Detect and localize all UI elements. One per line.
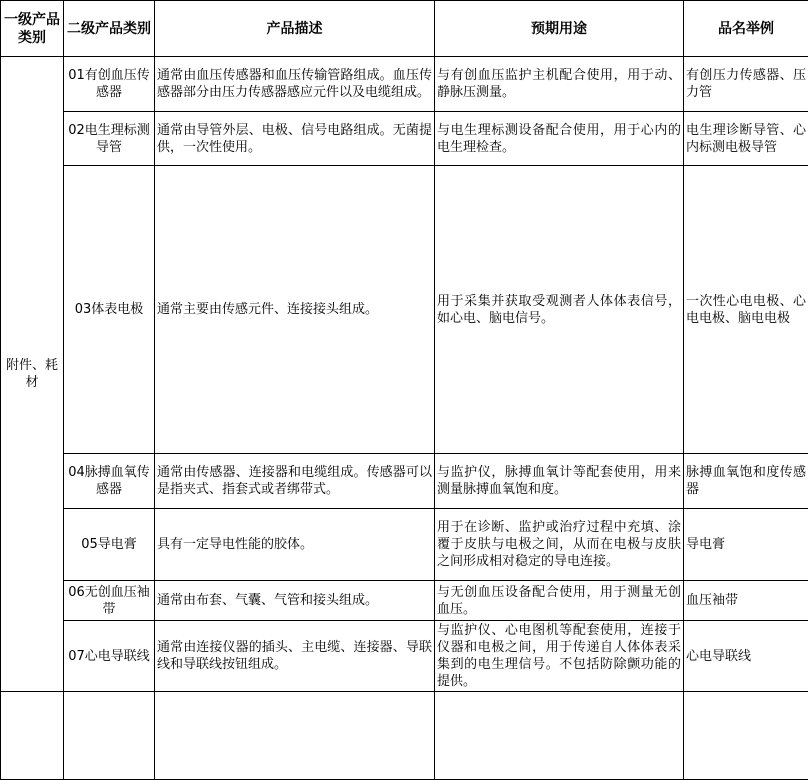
header-level2: 二级产品类别 <box>64 1 155 57</box>
sub-category: 05导电膏 <box>64 509 155 581</box>
header-level1: 一级产品类别 <box>1 1 64 57</box>
empty-cell <box>64 692 155 780</box>
examples-cell: 血压袖带 <box>684 581 808 621</box>
header-examples: 品名举例 <box>684 1 808 57</box>
sub-category: 06无创血压袖带 <box>64 581 155 621</box>
empty-cell <box>684 692 808 780</box>
description-cell: 通常由连接仪器的插头、主电缆、连接器、导联线和导联线按钮组成。 <box>155 621 435 692</box>
use-cell: 与无创血压设备配合使用，用于测量无创血压。 <box>435 581 684 621</box>
examples-cell: 有创压力传感器、压力管 <box>684 57 808 112</box>
use-cell: 用于在诊断、监护或治疗过程中充填、涂覆于皮肤与电极之间，从而在电极与皮肤之间形成相对稳定的导电连接。 <box>435 509 684 581</box>
table-row <box>1 621 808 692</box>
header-row <box>1 1 808 57</box>
table-row <box>1 112 808 166</box>
category-cell: 附件、耗材 <box>1 57 64 692</box>
description-cell: 通常主要由传感元件、连接接头组成。 <box>155 166 435 454</box>
use-cell: 与电生理标测设备配合使用，用于心内的电生理检查。 <box>435 112 684 166</box>
description-cell: 通常由血压传感器和血压传输管路组成。血压传感器部分由压力传感器感应元件以及电缆组成。 <box>155 57 435 112</box>
sub-category: 03体表电极 <box>64 166 155 454</box>
table-row <box>1 581 808 621</box>
table-row <box>1 454 808 509</box>
empty-row <box>1 692 808 780</box>
use-cell: 与监护仪、心电图机等配套使用，连接于仪器和电极之间，用于传递自人体体表采集到的电生理信号。不包括防除颤功能的提供。 <box>435 621 684 692</box>
description-cell: 具有一定导电性能的胶体。 <box>155 509 435 581</box>
table-row <box>1 509 808 581</box>
examples-cell: 一次性心电电极、心电电极、脑电电极 <box>684 166 808 454</box>
use-cell: 与监护仪，脉搏血氧计等配套使用，用来测量脉搏血氧饱和度。 <box>435 454 684 509</box>
header-use: 预期用途 <box>435 1 684 57</box>
empty-cell <box>155 692 435 780</box>
examples-cell: 导电膏 <box>684 509 808 581</box>
examples-cell: 脉搏血氧饱和度传感器 <box>684 454 808 509</box>
sub-category: 01有创血压传感器 <box>64 57 155 112</box>
empty-cell <box>1 692 64 780</box>
sub-category: 02电生理标测导管 <box>64 112 155 166</box>
use-cell: 与有创血压监护主机配合使用，用于动、静脉压测量。 <box>435 57 684 112</box>
header-description: 产品描述 <box>155 1 435 57</box>
description-cell: 通常由导管外层、电极、信号电路组成。无菌提供，一次性使用。 <box>155 112 435 166</box>
sub-category: 07心电导联线 <box>64 621 155 692</box>
examples-cell: 心电导联线 <box>684 621 808 692</box>
description-cell: 通常由布套、气囊、气管和接头组成。 <box>155 581 435 621</box>
examples-cell: 电生理诊断导管、心内标测电极导管 <box>684 112 808 166</box>
use-cell: 用于采集并获取受观测者人体体表信号，如心电、脑电信号。 <box>435 166 684 454</box>
table-row <box>1 57 808 112</box>
table-row <box>1 166 808 454</box>
description-cell: 通常由传感器、连接器和电缆组成。传感器可以是指夹式、指套式或者绑带式。 <box>155 454 435 509</box>
sub-category: 04脉搏血氧传感器 <box>64 454 155 509</box>
empty-cell <box>435 692 684 780</box>
